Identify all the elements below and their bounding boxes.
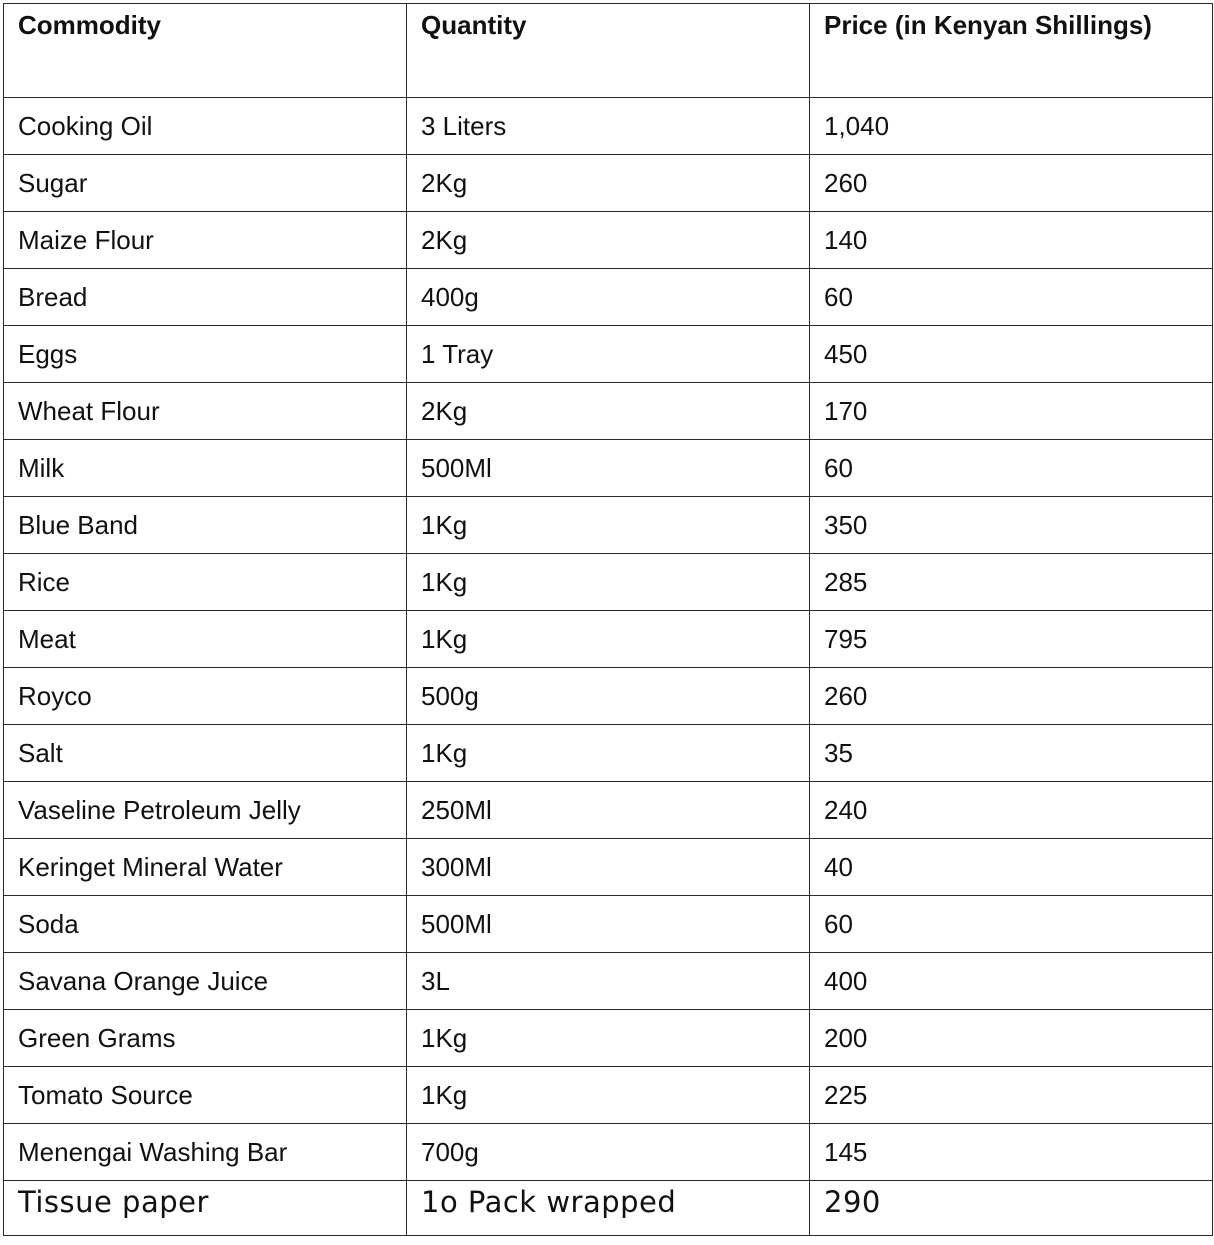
- quantity-cell: 1Kg: [407, 497, 810, 554]
- price-cell: 795: [810, 611, 1213, 668]
- quantity-cell: 1Kg: [407, 725, 810, 782]
- table-header-row: [4, 4, 1213, 98]
- table-row: [4, 611, 1213, 668]
- quantity-cell: 1o Pack wrapped: [407, 1181, 810, 1236]
- quantity-cell: 3L: [407, 953, 810, 1010]
- commodity-cell: Wheat Flour: [4, 383, 407, 440]
- table-row: [4, 98, 1213, 155]
- price-cell: 200: [810, 1010, 1213, 1067]
- price-cell: 240: [810, 782, 1213, 839]
- price-cell: 140: [810, 212, 1213, 269]
- commodity-cell: Keringet Mineral Water: [4, 839, 407, 896]
- table-row: [4, 497, 1213, 554]
- quantity-cell: 500Ml: [407, 896, 810, 953]
- commodity-price-table: [3, 3, 1213, 1236]
- header-commodity: Commodity: [4, 4, 407, 98]
- price-cell: 170: [810, 383, 1213, 440]
- price-cell: 260: [810, 668, 1213, 725]
- quantity-cell: 1Kg: [407, 1010, 810, 1067]
- commodity-cell: Savana Orange Juice: [4, 953, 407, 1010]
- table-row: [4, 155, 1213, 212]
- price-cell: 225: [810, 1067, 1213, 1124]
- price-cell: 260: [810, 155, 1213, 212]
- commodity-cell: Meat: [4, 611, 407, 668]
- commodity-cell: Soda: [4, 896, 407, 953]
- price-cell: 350: [810, 497, 1213, 554]
- header-price: Price (in Kenyan Shillings): [810, 4, 1213, 98]
- table-row: [4, 554, 1213, 611]
- table-row: [4, 1010, 1213, 1067]
- quantity-cell: 300Ml: [407, 839, 810, 896]
- price-cell: 60: [810, 440, 1213, 497]
- price-cell: 60: [810, 269, 1213, 326]
- table-row: [4, 1124, 1213, 1181]
- quantity-cell: 250Ml: [407, 782, 810, 839]
- table-row: [4, 668, 1213, 725]
- quantity-cell: 400g: [407, 269, 810, 326]
- table-row: [4, 383, 1213, 440]
- quantity-cell: 1 Tray: [407, 326, 810, 383]
- price-cell: 40: [810, 839, 1213, 896]
- table-row: [4, 782, 1213, 839]
- commodity-cell: Milk: [4, 440, 407, 497]
- quantity-cell: 2Kg: [407, 212, 810, 269]
- table-row: [4, 896, 1213, 953]
- quantity-cell: 2Kg: [407, 155, 810, 212]
- commodity-cell: Rice: [4, 554, 407, 611]
- commodity-cell: Blue Band: [4, 497, 407, 554]
- price-cell: 400: [810, 953, 1213, 1010]
- price-cell: 35: [810, 725, 1213, 782]
- commodity-cell: Tomato Source: [4, 1067, 407, 1124]
- price-cell: 60: [810, 896, 1213, 953]
- table-row: [4, 1067, 1213, 1124]
- price-cell: 1,040: [810, 98, 1213, 155]
- commodity-cell: Cooking Oil: [4, 98, 407, 155]
- price-cell: 290: [810, 1181, 1213, 1236]
- table-row: [4, 725, 1213, 782]
- price-cell: 285: [810, 554, 1213, 611]
- table-row: [4, 440, 1213, 497]
- quantity-cell: 1Kg: [407, 554, 810, 611]
- quantity-cell: 500g: [407, 668, 810, 725]
- table-row: [4, 839, 1213, 896]
- header-quantity: Quantity: [407, 4, 810, 98]
- quantity-cell: 1Kg: [407, 1067, 810, 1124]
- commodity-cell: Vaseline Petroleum Jelly: [4, 782, 407, 839]
- table-row: [4, 269, 1213, 326]
- table-row: [4, 326, 1213, 383]
- quantity-cell: 700g: [407, 1124, 810, 1181]
- quantity-cell: 2Kg: [407, 383, 810, 440]
- commodity-cell: Eggs: [4, 326, 407, 383]
- quantity-cell: 3 Liters: [407, 98, 810, 155]
- commodity-cell: Sugar: [4, 155, 407, 212]
- commodity-cell: Tissue paper: [4, 1181, 407, 1236]
- quantity-cell: 500Ml: [407, 440, 810, 497]
- commodity-cell: Menengai Washing Bar: [4, 1124, 407, 1181]
- commodity-cell: Maize Flour: [4, 212, 407, 269]
- table-row: [4, 212, 1213, 269]
- commodity-cell: Green Grams: [4, 1010, 407, 1067]
- price-cell: 145: [810, 1124, 1213, 1181]
- quantity-cell: 1Kg: [407, 611, 810, 668]
- commodity-cell: Royco: [4, 668, 407, 725]
- commodity-cell: Salt: [4, 725, 407, 782]
- table-row: [4, 953, 1213, 1010]
- price-cell: 450: [810, 326, 1213, 383]
- table-row: [4, 1181, 1213, 1236]
- commodity-cell: Bread: [4, 269, 407, 326]
